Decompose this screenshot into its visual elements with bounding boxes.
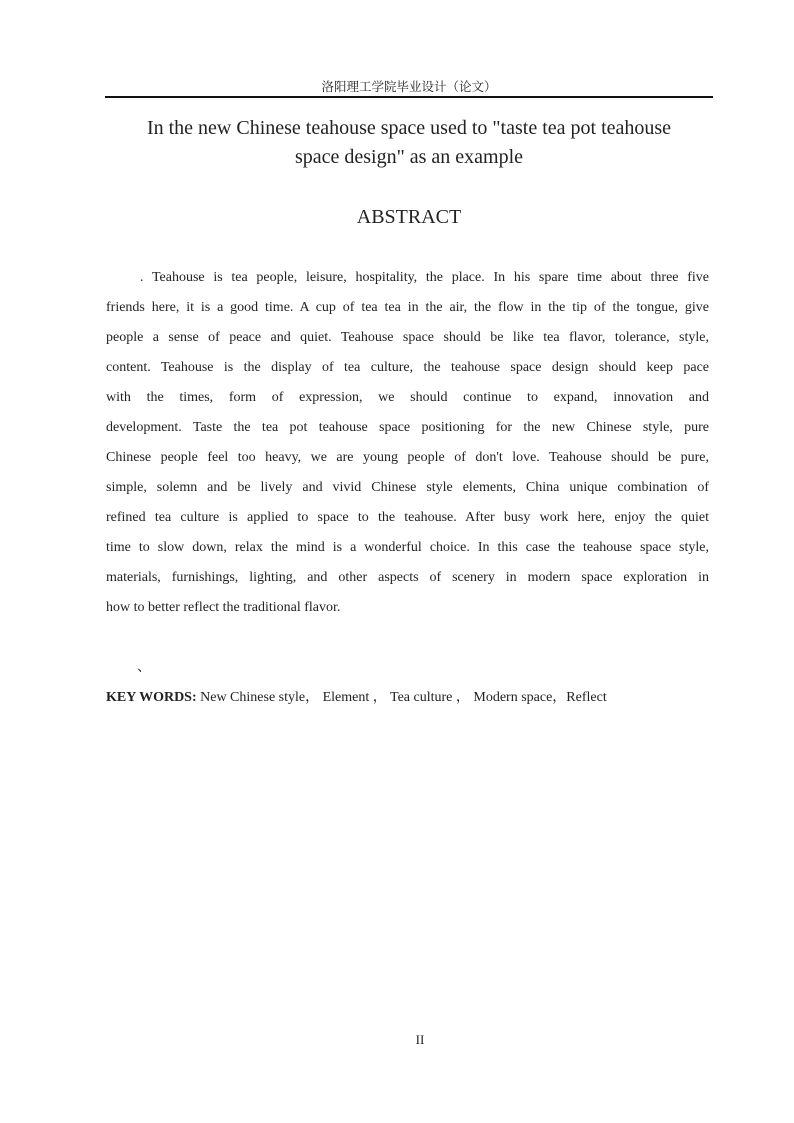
keywords-text: New Chinese style， Element ， Tea culture ， Modern space，Reflect [196, 690, 607, 705]
paper-title-line-2: space design" as an example [294, 146, 524, 168]
keywords [106, 688, 709, 708]
abstract-line: refined tea culture is applied to space to the teahouse. After busy work here, enjoy the quiet [106, 510, 709, 525]
paper-title [105, 114, 713, 172]
abstract-line: simple, solemn and be lively and vivid Chinese style elements, China unique combination of [106, 480, 709, 495]
abstract-line: . Teahouse is tea people, leisure, hospitality, the place. In his spare time about three five [140, 270, 709, 285]
abstract-line: with the times, form of expression, we should continue to expand, innovation and [106, 390, 709, 405]
abstract-line: friends here, it is a good time. A cup of tea tea in the air, the flow in the tip of the tongue, give [106, 300, 709, 315]
paper-title-line-1: In the new Chinese teahouse space used to "taste tea pot teahouse [146, 117, 672, 139]
abstract-heading: ABSTRACT [356, 206, 462, 228]
abstract-line: Chinese people feel too heavy, we are young people of don't love. Teahouse should be pure, [106, 450, 709, 465]
abstract-line: time to slow down, relax the mind is a wonderful choice. In this case the teahouse space style, [106, 540, 709, 555]
running-header: 洛阳理工学院毕业设计（论文） [321, 79, 497, 94]
abstract-line: content. Teahouse is the display of tea culture, the teahouse space design should keep pace [106, 360, 709, 375]
stray-punctuation-mark: 、 [137, 660, 151, 675]
abstract-line: how to better reflect the traditional flavor. [106, 600, 341, 615]
page-number: II [415, 1032, 425, 1047]
keywords-label: KEY WORDS: [106, 690, 197, 705]
abstract-line: people a sense of peace and quiet. Teahouse space should be like tea flavor, tolerance, style, [106, 330, 709, 345]
header-rule [105, 96, 713, 98]
abstract-line: materials, furnishings, lighting, and other aspects of scenery in modern space exploration in [106, 570, 709, 585]
abstract-line: development. Taste the tea pot teahouse space positioning for the new Chinese style, pure [106, 420, 709, 435]
abstract-body [106, 263, 709, 623]
